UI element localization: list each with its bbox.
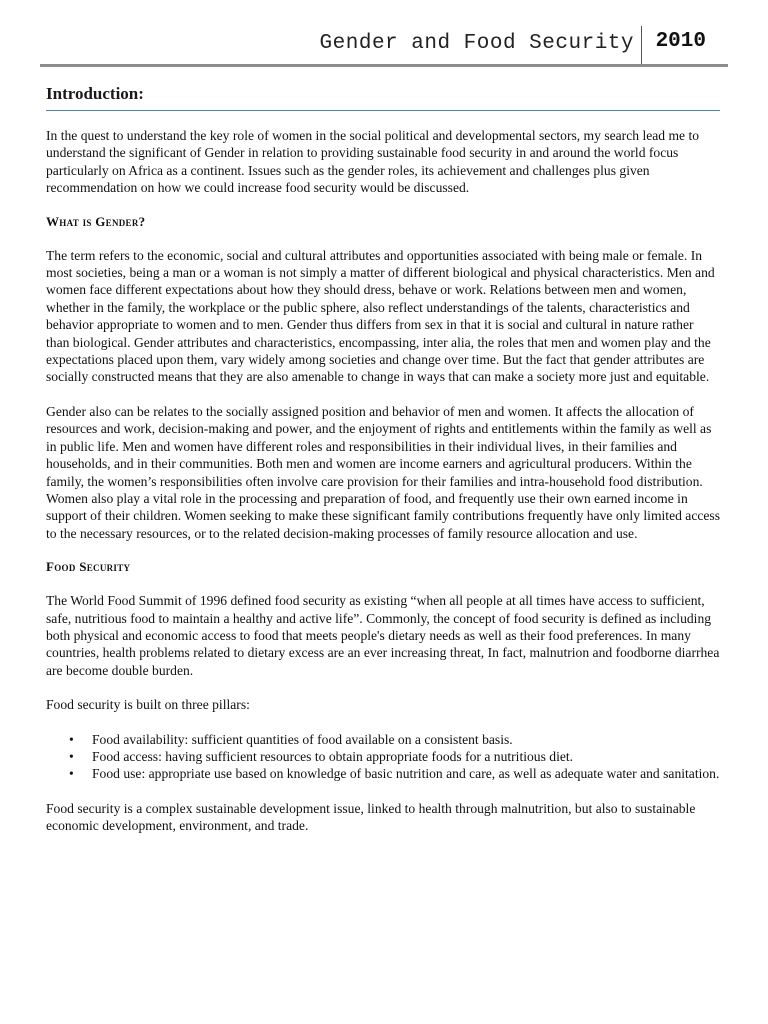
- bullet-icon: •: [69, 748, 74, 764]
- list-item: [69, 748, 720, 765]
- closing-paragraph: Food security is a complex sustainable development issue, linked to health through malnutrition, but also to sustainable economic development, environment, and trade.: [46, 800, 696, 834]
- pillars-intro: Food security is built on three pillars:: [46, 697, 250, 713]
- running-header: [40, 26, 728, 64]
- bullet-icon: •: [69, 766, 74, 782]
- list-item-text: Food use: appropriate use based on knowledge of basic nutrition and care, as well as adequate water and sanitation.: [92, 766, 720, 782]
- document-body: [46, 84, 720, 835]
- intro-heading: Introduction:: [46, 84, 720, 111]
- gender-paragraph-2: Gender also can be relates to the socially assigned position and behavior of men and women. It affects the allocation of resources and work, decision-making and power, and the enjoyment of rights and entitlements within the family as well as in public life. Men and women have different roles and responsibilities in their individual lives, in their families and households, and in their communities. Both men and women are income earners and agricultural producers. Within the family, the women’s responsibilities often involve care provision for their families and intra-household food distribution. Women also play a vital role in the processing and preparation of food, and frequently use their own earned income in support of their children. Women seeking to make these significant family contributions frequently have only limited access to the necessary resources, or to the related decision-making processes of family resource allocation and use.: [46, 403, 721, 541]
- list-item-text: Food access: having sufficient resources to obtain appropriate foods for a nutritious diet.: [92, 748, 574, 764]
- gender-section-heading: What is Gender?: [46, 213, 146, 229]
- list-item-text: Food availability: sufficient quantities of food available on a consistent basis.: [92, 731, 513, 747]
- bullet-icon: •: [69, 731, 74, 747]
- header-title: Gender and Food Security: [319, 32, 634, 55]
- food-section-heading: Food Security: [46, 559, 131, 575]
- food-paragraph-1: The World Food Summit of 1996 defined food security as existing “when all people at all times have access to sufficient, safe, nutritious food to maintain a healthy and active life”. Commonly, the concept of food security is defined as including both physical and economic access to food that meets people's dietary needs as well as their food preferences. In many countries, health problems related to dietary excess are an ever increasing threat, In fact, malnutrion and foodborne diarrhea are become double burden.: [46, 593, 720, 678]
- list-item: [69, 765, 720, 782]
- pillars-list: [46, 731, 720, 783]
- header-divider: [641, 26, 642, 64]
- intro-paragraph: In the quest to understand the key role of women in the social political and developmental sectors, my search lead me to understand the significant of Gender in relation to providing sustainable food security in and around the world focus particularly on Africa as a continent. Issues such as the gender roles, its achievement and challenges plus given recommendation on how we could increase food security would be discussed.: [46, 128, 700, 196]
- gender-paragraph-1: The term refers to the economic, social and cultural attributes and opportunities associated with being male or female. In most societies, being a man or a woman is not simply a matter of different biological and physical characteristics. Men and women face different expectations about how they should dress, behave or work. Relations between men and women, whether in the family, the workplace or the public sphere, also reflect understandings of the talents, characteristics and behavior appropriate to women and to men. Gender thus differs from sex in that it is social and cultural in nature rather than biological. Gender attributes and characteristics, encompassing, inter alia, the roles that men and women play and the expectations placed upon them, vary widely among societies and change over time. But the fact that gender attributes are socially constructed means that they are also amenable to change in ways that can make a society more just and equitable.: [46, 247, 715, 385]
- header-year: 2010: [655, 30, 706, 53]
- list-item: [69, 731, 720, 748]
- header-rule: [40, 64, 728, 67]
